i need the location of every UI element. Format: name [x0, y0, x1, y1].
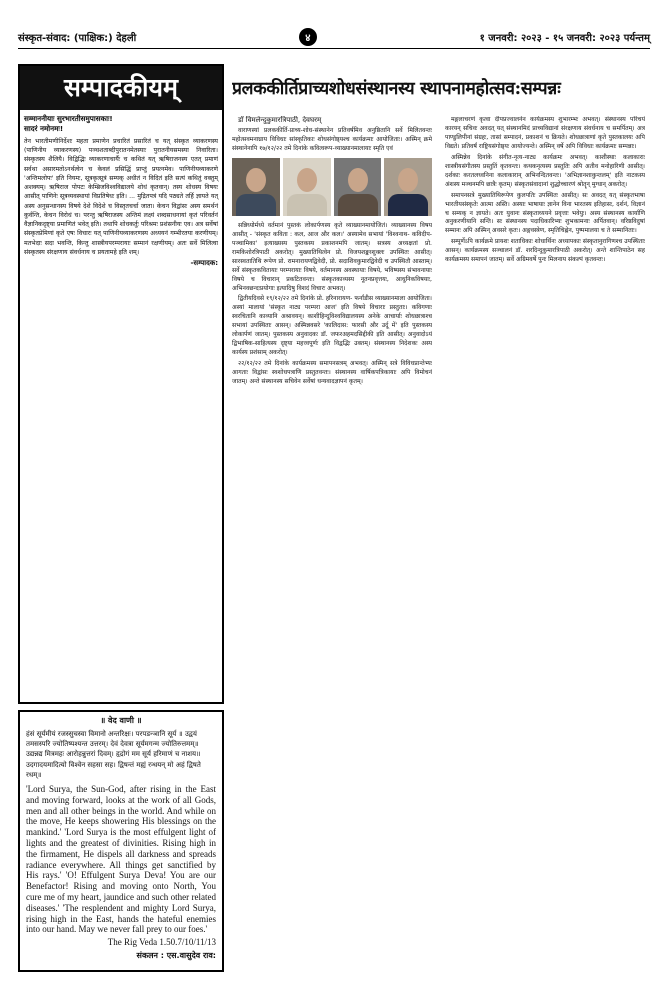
- issue-date: १ जनवरी: २०२३ - १५ जनवरी: २०२३ पर्यन्तम्: [479, 33, 650, 44]
- article-byline: डॉ विमलेन्दुकुमारत्रिपाठी, देवघरम्: [238, 116, 322, 124]
- article-paragraph: सन्निध्योर्मध्ये वर्तमानं पुस्तकं लोकार्पणस्य कृते व्याख्यानमायोजितं। व्याख्यानस्य विषय आसीत् - 'संस्कृत कविता : कल, आज और कल।' अस्यामेव सभायां 'विश्वनाथ- कविदीप-पञ्चामिका' इत्याख्यस्य पुस्तकस्य प्रकाशनमपि जातम्। सत्रस्य अध्यक्षतां प्रो. रामकिशोरत्रिपाठी अकरोत्। मुख्यातिथित्वेन प्रो. विजयशङ्करशुक्लः उपस्थितः आसीत्। सारस्वतातिथि रूपेण प्रो. रामनारायणद्विवेदी, प्रो. सदाशिवकुमारद्विवेदी च उपस्थितौ आस्ताम्। सर्वे संस्कृतकवितायाः परम्परायाः विषये, वर्तमानस्य अवस्थायाः विषये, भविष्यस्य संभावनायाः विषये च विचारान् प्रकटितवन्तः। संस्कृतकाव्यस्य नूतनप्रवृत्तयः, आधुनिकविषयाः, अभिनवछन्दःप्रयोगाः इत्यादिषु विशदं विचारः अभवत्।: [232, 221, 432, 292]
- article-paragraph: मङ्गलाचरणं कृत्वा दीपप्रज्वालनेन कार्यक्रमस्य शुभारम्भः अभवत्। संस्थानस्य परिचयं कारयन् सचिवः अवदत् यत् संस्थानमिदं प्राच्यविद्यानां संरक्षणाय संवर्धनाय च समर्पितम्। अत्र पाण्डुलिपीनां संग्रहः, तासां सम्पादनं, प्रकाशनं च क्रियते। शोधछात्राणां कृते पुस्तकालयः अपि विद्यते। प्रतिवर्षं राष्ट्रियसंगोष्ठ्यः आयोज्यन्ते। अस्मिन् वर्षे अपि विविधाः कार्यक्रमाः सम्पन्नाः।: [445, 116, 645, 150]
- article-column-1: [232, 116, 432, 981]
- article-columns: [232, 116, 650, 981]
- editorial-box: [18, 64, 224, 704]
- veda-heading: ॥ वेद वाणी ॥: [100, 716, 142, 725]
- article-paragraph: समापनसत्रे मुख्यातिथिरूपेण कुलपतिः उपस्थितः आसीत्। सः अवदत् यत् संस्कृतभाषा भारतीयसंस्कृतेः आत्मा अस्ति। अस्याः भाषायाः ज्ञानेन विना भारतस्य इतिहासः, दर्शनं, विज्ञानं च सम्यक् न ज्ञायते। अतः युवानः संस्कृताध्ययने प्रवृत्ताः भवेयुः। अस्य संस्थानस्य कार्याणि अनुकरणीयानि सन्ति। सः संस्थानस्य पदाधिकारिभ्यः शुभकामनाः अर्पितवान्। वरिष्ठविदुषां सम्मानः अपि अस्मिन् अवसरे कृतः। अङ्गवस्त्रेण, स्मृतिचिह्नेन, पुष्पमालया च ते सम्मानिताः।: [445, 191, 645, 235]
- article-column-2: [445, 116, 645, 981]
- article-paragraph: वाराणस्यां प्रलककीर्ति-प्राच्य-शोध-संस्थानेन प्रतिवर्षमिव अनुष्ठितानि सर्वे मिलितवन्तः महोत्सवमनाघ्राय विविधाः सांस्कृतिकाः शोधसंगोष्ठ्यश्च कार्यक्रमाः आयोजिताः। अस्मिन् क्रमे संस्थानेनापि १७/१२/२२ तमे दिनांके कवित्वरूप-व्याख्यानमालायाः स्मृति एवं: [232, 127, 432, 152]
- speaker-photo: [384, 158, 432, 216]
- editorial-salutation: सम्माननीयाः सुरभारतीसमुपासकाः!: [24, 114, 113, 123]
- editorial-signature: -सम्पादक:: [190, 259, 218, 268]
- veda-vani-box: [18, 710, 224, 972]
- page-number: ४: [299, 28, 317, 46]
- speaker-photo: [232, 158, 280, 216]
- masthead: संस्कृत-संवाद: (पाक्षिक:) देहली: [18, 33, 137, 44]
- veda-sanskrit-verse: हंसं सूर्यमीयं रजस्सुचस्वा विमानो अन्तरिक्षः। परपडन्ञानि सूर्य ॥ उद्वयं तमसस्परि ज्योतिष्पश्यन्त उत्तरम्। देवं देवत्रा सूर्यमगन्म ज्योतिरुत्तमम्॥ उद्यन्नद्य मित्रमहः आरोहन्नुत्तरां दिवम्। हृद्रोगं मम सूर्य हरिमाणं च नाशय॥ उदगादयमादित्यो विश्वेन सहसा सह। द्विषन्तं मह्यं रन्धयन् मो अहं द्विषते रधम्॥: [26, 730, 201, 779]
- speaker-photo: [283, 158, 331, 216]
- page-header: [18, 26, 650, 49]
- article-headline: प्रलककीर्तिप्राच्यशोधसंस्थानस्य स्थापनामहोत्सव:सम्पन्नः: [232, 79, 561, 99]
- article-paragraph: अस्मिन्नेव दिनांके संगीत-नृत्य-नाट्य कार्यक्रमः अभवत्। काशीस्थाः कलाकाराः शास्त्रीयसंगीतस्य प्रस्तुतिं कृतवन्तः। कथकनृत्यस्य प्रस्तुतिः अपि अतीव मनोहारिणी आसीत्। दर्शकाः करतलध्वनिना कलाकारान् अभिनन्दितवन्तः। 'अभिज्ञानशाकुन्तलम्' इति नाटकस्य अंशस्य मञ्चनमपि छात्रैः कृतम्। संस्कृतसंवादानां शुद्धोच्चारणं श्रोतॄन् मुग्धान् अकरोत्।: [445, 153, 645, 188]
- editorial-body: तेन भारतीमणीनिर्देशः महता प्रमाणेन प्रचारितं प्रसारितं च यत् संस्कृत व्याकरणस्य (पाणिनीय व्याकरणस्य) पञ्चशताब्दीपुरातनमेतस्याः पुरातनीयसमस्या निवारिता। संस्कृतस्य शैलियै। विद्विद्भिः व्याकरणाचार्यैः च कथितं यत् ऋषिराजनस्य एतत् प्रमाणं सर्वथा असारमतोऽनर्थत्वेन च केवलं प्रसिद्धिं प्राप्तुं प्रयत्नमेव। पाणिनीयव्याकरणे 'अन्तिमलोपः' इति नियमः, सूत्रकृत्सूत्रं सम्यक् अधीतं न विदितं इति सत्यं कथितुं वक्तुम् अशक्यम्। ऋषिराज पोपटः केम्ब्रिजविश्वविद्यालये शोधं कृतवान्। तस्य शोधस्य विषयः आसीत् पाणिनेः सूत्रव्यवस्थायां विप्रतिषेधः इति। ... मुद्रितपत्रं यदि पठ्यते तर्हि ज्ञायते यत् अस्य अनुसन्धानस्य विषये देशे विदेशे च विस्तृतचर्चा जाता। केचन विद्वांसः अस्य समर्थनं कुर्वन्ति, केचन विरोधं च। परन्तु ऋषिराजस्य अन्तिमं लक्ष्यं शब्दसाधनायां कृतं परिवर्तनं वैज्ञानिकदृष्ट्या प्रमाणितं भवेत् इति। तथापि शोधकर्तुः परिश्रमः प्रशंसनीयः एव। अत्र सर्वेषां संस्कृतप्रेमिणां कृते एषः विचारः यत् पाणिनीयव्याकरणस्य अध्ययनं गम्भीरतया करणीयम्। मतभेदाः सदा भवन्ति, किन्तु शास्त्रीयपरम्परायाः सम्मानं रक्षणीयम्। अतः सर्वे मिलित्वा संस्कृतस्य संरक्षणाय संवर्धनाय च प्रयतामहे इति शम्।: [24, 137, 218, 256]
- speaker-photos: [232, 158, 432, 216]
- editorial-title: सम्पादकीयम्: [20, 66, 222, 110]
- veda-english-translation: 'Lord Surya, the Sun-God, after rising in the East and moving forward, looks at the work of all Gods, men and all other beings in the world. And while on the move, He keeps showering His blessings on the mankind.' 'Lord Surya is the most effulgent light of lights and the greatest of divinities. Rising high in the firmament, He dispels all darkness and spreads radiance everywhere. All things get sanctified by His rays.' 'O! Effulgent Surya Deva! You are our Benefactor! Rising and moving onto North, You cure me of my heart, jaundice and such other related diseases.' 'The resplendent and mighty Lord Surya, rising high in the East, hands the hateful enemies into our hand. May we never fall prey to our foes.': [26, 784, 216, 935]
- speaker-photo: [334, 158, 382, 216]
- article-paragraph: सम्पूर्णेऽपि कार्यक्रमे प्रायशः शताधिकाः शोधार्थिनः अध्यापकाः संस्कृतानुरागिणश्च उपस्थिताः आसन्। कार्यक्रमस्य सञ्चालनं डॉ. शरदिन्दुकुमारत्रिपाठी अकरोत्। अन्ते शान्तिपाठेन सह कार्यक्रमस्य समापनं जातम्। सर्वे अग्रिमवर्षे पुनः मिलनाय संकल्पं कृतवन्तः।: [445, 238, 645, 264]
- editorial-greeting: सादरं नमोनमः!: [24, 124, 64, 134]
- article-paragraph: द्वितीयदिवसे १९/१२/२२ तमे दिनांके प्रो. हरिनारायण- फर्नांडीस व्याख्यानमाला आयोजिता। अस्यां मालायां 'संस्कृत नाट्य परम्परा आज' इति विषये विचाराः प्रस्तुताः। कविगणाः स्वरचितानि काव्यानि अश्रावयन्। काशीहिन्दूविश्वविद्यालयस्य अनेके आचार्याः शोधछात्राश्च सभायां उपस्थिताः आसन्। अस्मिन्नवसरे 'कालिदास: फारसी और उर्दू में' इति पुस्तकस्य लोकार्पणं जातम्। पुस्तकस्य अनुवादकः डॉ. जफरअहमदसिद्दीकी इति आसीत्। अनुवादोऽयं द्विभाषिक-साहित्यस्य दृष्ट्या महत्त्वपूर्णः इति विद्वद्भिः उक्तम्। संस्थानस्य निदेशकः अस्य कार्यस्य प्रशंसाम् अकरोत्।: [232, 295, 432, 357]
- veda-compiler: संकलन : एस.वासुदेव राव:: [136, 951, 216, 961]
- veda-reference: The Rig Veda 1.50.7/10/11/13: [107, 937, 216, 948]
- newspaper-page: [18, 26, 650, 981]
- left-column: [18, 64, 224, 981]
- article-paragraph: २२/१२/२२ तमे दिनांके कार्यक्रमस्य समापनसत्रम् अभवत्। अस्मिन् सत्रे विविधप्रान्तेभ्यः आगताः विद्वांसः स्वशोधपत्राणि प्रस्तुतवन्तः। संस्थानस्य वार्षिकपत्रिकायाः अपि विमोचनं जातम्। अन्ते संस्थानस्य सचिवेन सर्वेषां धन्यवादज्ञापनं कृतम्।: [232, 360, 432, 386]
